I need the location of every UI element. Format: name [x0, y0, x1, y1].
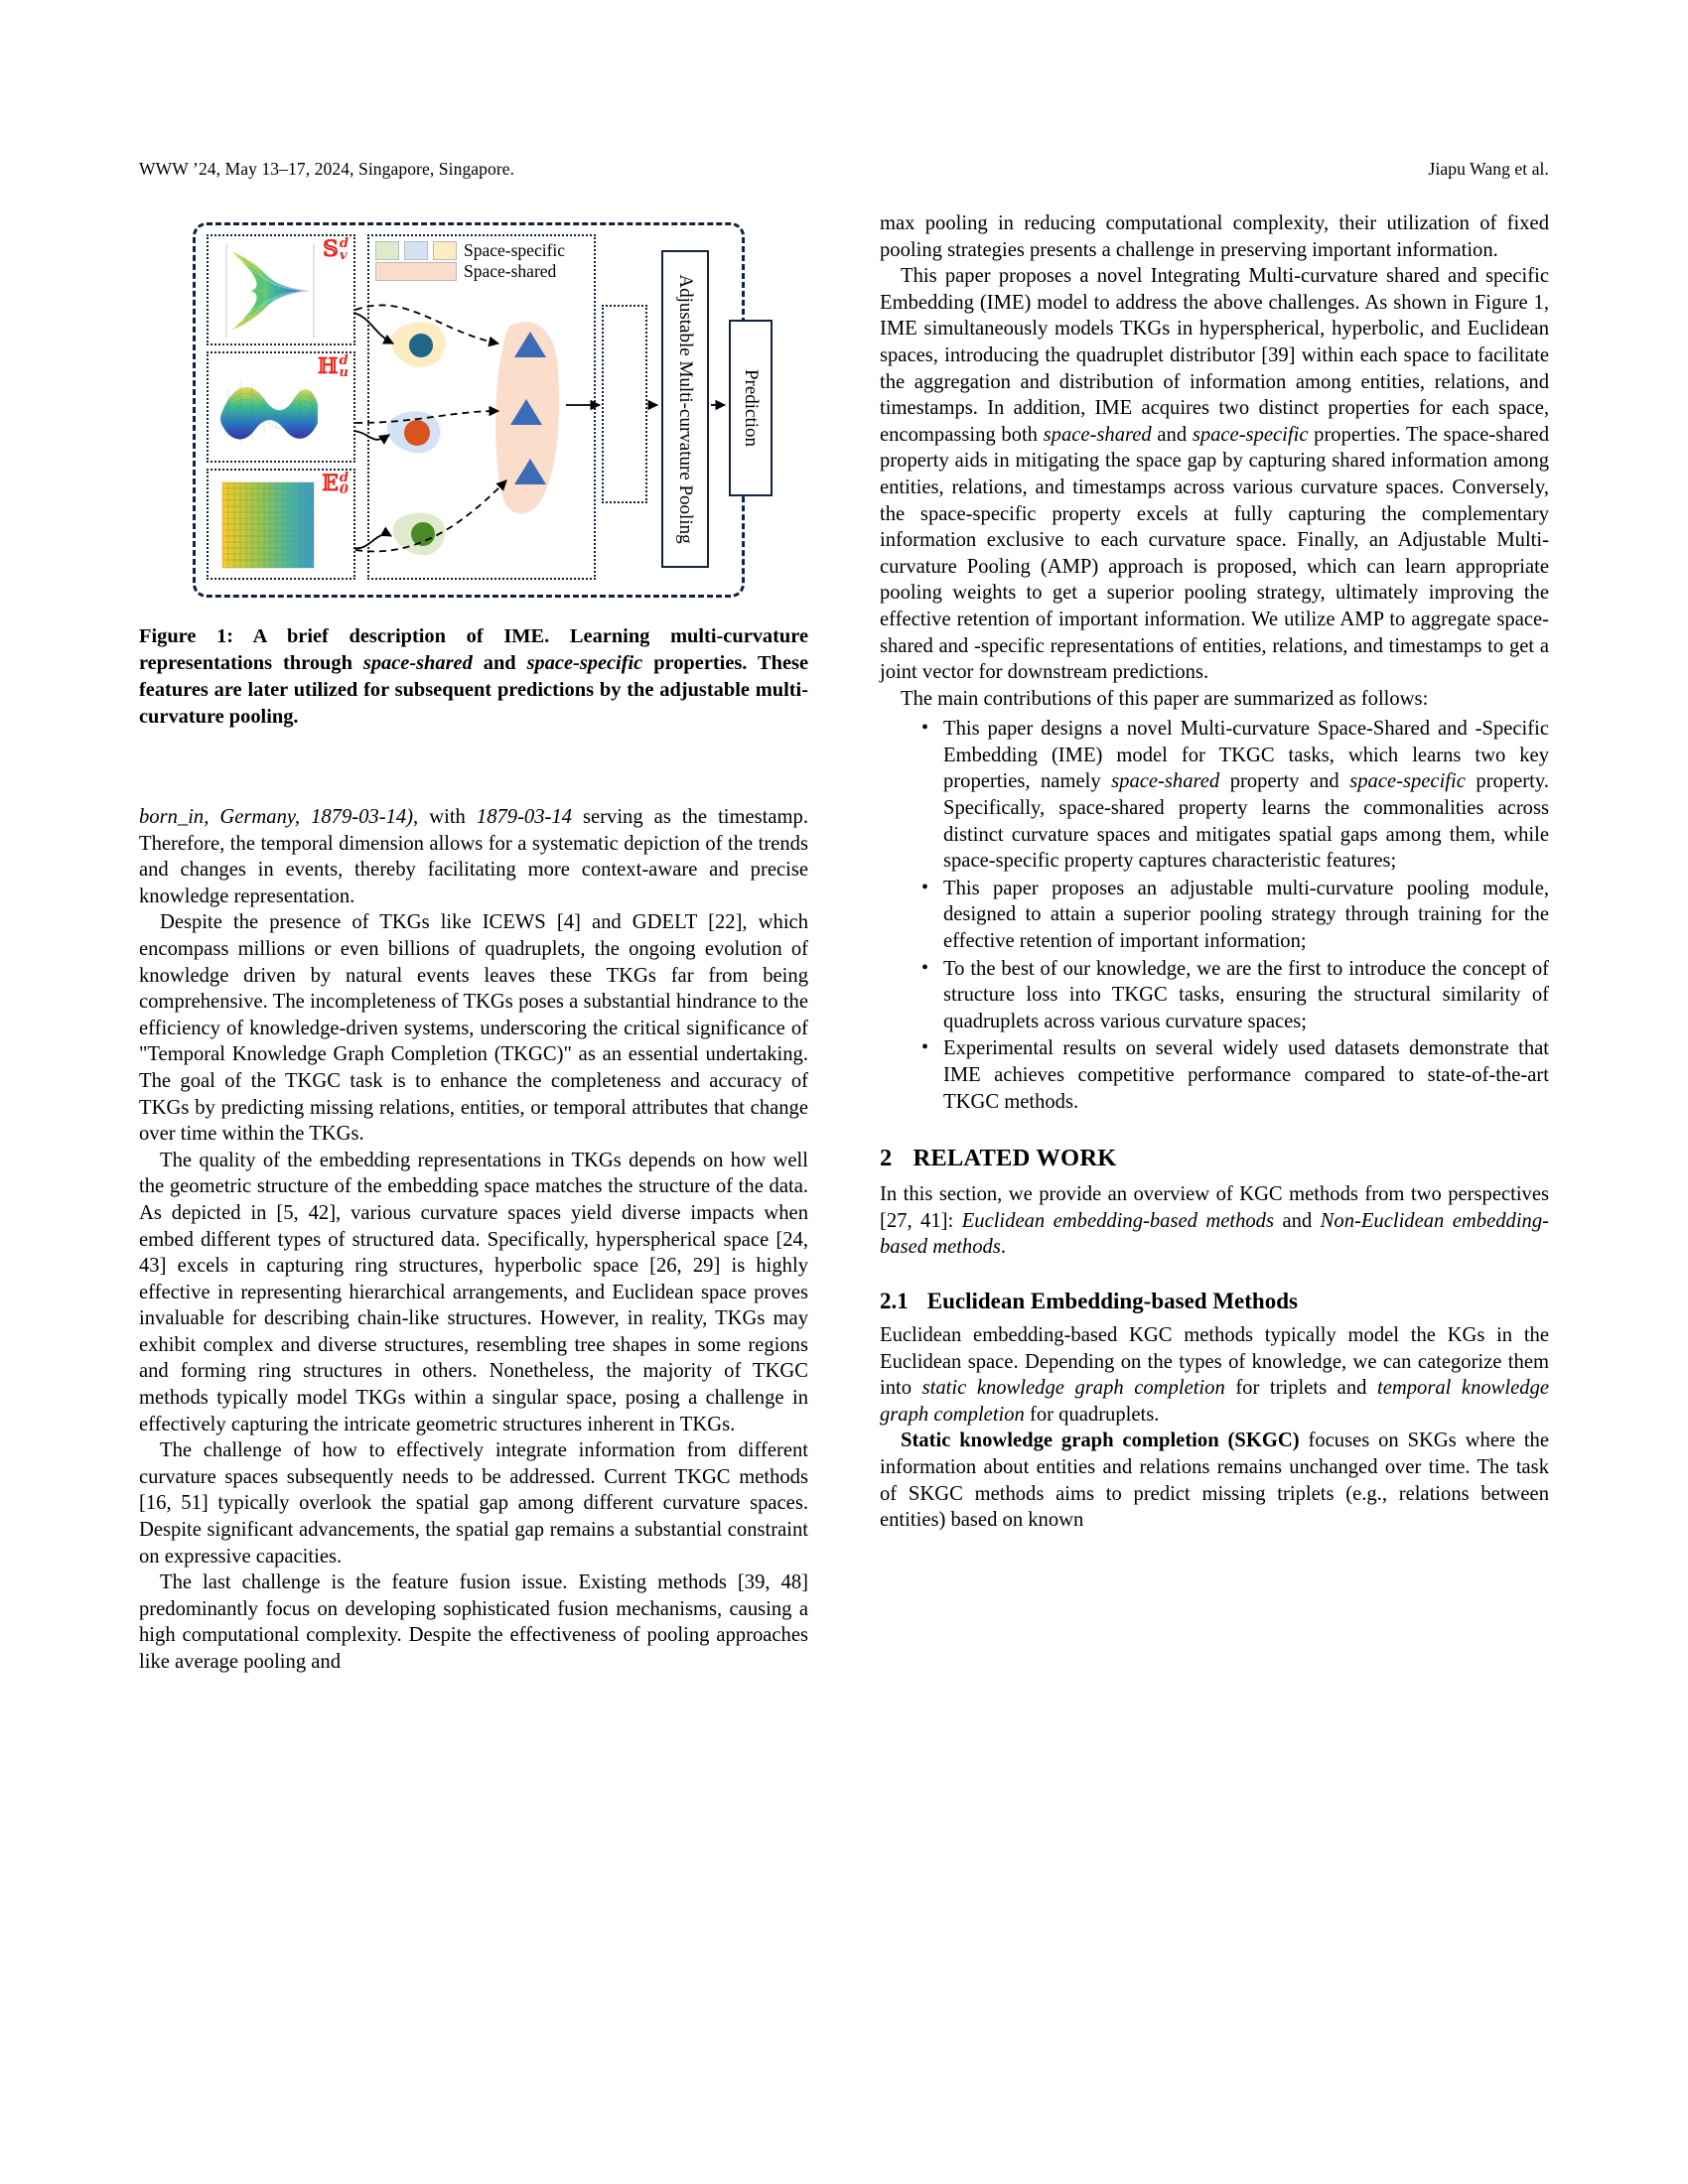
figure-caption-part-1: Figure 1: A brief description of IME. Learning multi-curvature representations through [139, 625, 808, 674]
prediction-box [729, 320, 773, 496]
bullet-2-text: This paper proposes an adjustable multi-curvature pooling module, designed to attain a superior pooling strategy through training for the effective retention of important information; [943, 877, 1549, 953]
prediction-label: Prediction [741, 368, 762, 448]
amp-module-box [661, 250, 709, 568]
running-header [139, 159, 1549, 180]
sec2-text-2: and [1274, 1209, 1321, 1232]
figure-1 [139, 210, 808, 731]
left-paragraph-1 [139, 804, 808, 909]
bullet-3-text: To the best of our knowledge, we are the first to introduce the concept of structure loss into TKGC tasks, ensuring the structural similarity of quadruplets across various curvature spaces; [943, 957, 1549, 1032]
hyperspherical-sub: v [339, 248, 348, 263]
skgc-text: focuses on SKGs where the information about entities and relations remains unchanged over time. The task of SKGC methods aims to predict missing triplets (e.g., relations between entities) based on known [880, 1430, 1549, 1532]
hyperbolic-sub: u [339, 365, 349, 380]
sub21a-text-1: Euclidean embedding-based KGC methods typically model the KGs in the Euclidean space. Depending on the types of knowledge, we can categorize them into [880, 1323, 1549, 1400]
running-header-left: WWW ’24, May 13–17, 2024, Singapore, Singapore. [139, 159, 515, 179]
left-p1-italic-2: 1879-03-14 [476, 806, 572, 828]
figure-caption-part-2: and [472, 652, 527, 674]
pooled-vector-box [602, 305, 647, 503]
left-p1-text-2: serving as the timestamp. Therefore, the temporal dimension allows for a systematic depiction of the trends and changes in events, thereby facilitating more context-aware and precise knowledge representation. [139, 806, 809, 907]
bullet-1-text-2: property and [1219, 770, 1350, 793]
figure-caption [139, 623, 808, 731]
figure-caption-italic-2: space-specific [526, 652, 643, 674]
subsection-heading-euclidean [880, 1289, 1549, 1314]
right-p2-italic-2: space-specific [1192, 423, 1309, 446]
figure-text-gap [139, 745, 808, 804]
circle-green-specific [411, 522, 435, 546]
amp-module-label: Adjustable Multi-curvature Pooling [675, 274, 696, 544]
sec2-italic-1: Euclidean embedding-based methods [961, 1209, 1274, 1232]
list-item [921, 956, 1549, 1035]
section-2-paragraph [880, 1181, 1549, 1261]
sec2-text-1: In this section, we provide an overview of KGC methods from two perspectives [27, 41]: [880, 1183, 1549, 1232]
bullet-1-italic-1: space-shared [1111, 770, 1220, 793]
bullet-1-text-1: This paper designs a novel Multi-curvature Space-Shared and -Specific Embedding (IME) model for TKGC tasks, which learns two key properties, namely [943, 718, 1549, 793]
figure-caption-italic-1: space-shared [362, 652, 473, 674]
bullet-1-italic-2: space-specific [1349, 770, 1466, 793]
hyperspherical-sup: d [339, 236, 349, 251]
section-heading-related-work [880, 1145, 1549, 1172]
right-p2-text-3: properties. The space-shared property aids in mitigating the space gap by capturing shared information among entities, relations, and timestamps across various curvature spaces. Conversely, the space-specific property excels at fully capturing the complementary information exclusive to each curvature space. Finally, an Adjustable Multi-curvature Pooling (AMP) approach is proposed, which can learn appropriate pooling weights to get a superior pooling strategy, ultimately improving the effective retention of important information. We utilize AMP to aggregate space-shared and -specific representations of entities, relations, and timestamps to get a joint vector for downstream predictions. [880, 423, 1549, 684]
list-item [921, 1035, 1549, 1115]
right-p2-text-1: This paper proposes a novel Integrating Multi-curvature shared and specific Embedding (IME) model to address the above challenges. As shown in Figure 1, IME simultaneously models TKGs in hyperspherical, hyperbolic, and Euclidean spaces, introducing the quadruplet distributor [39] within each space to facilitate the aggregation and distribution of information among entities, relations, and timestamps. In addition, IME acquires two distinct properties for each space, encompassing both [880, 265, 1549, 446]
euclidean-sub: 0 [339, 482, 349, 497]
right-paragraph-3: The main contributions of this paper are summarized as follows: [901, 687, 1429, 710]
list-item [921, 716, 1549, 875]
subsection-number: 2.1 [880, 1288, 909, 1313]
section-number: 2 [880, 1145, 893, 1172]
running-header-right: Jiapu Wang et al. [1428, 159, 1549, 179]
left-p1-italic-1: born_in, Germany, 1879-03-14) [139, 806, 414, 828]
subsection-21-paragraph-b [880, 1428, 1549, 1533]
euclidean-sup: d [339, 471, 349, 485]
left-column [139, 210, 808, 1676]
contributions-list [880, 716, 1549, 1115]
circle-orange-specific [404, 420, 430, 446]
right-p2-italic-1: space-shared [1043, 423, 1152, 446]
left-p1-text-1: , with [413, 806, 477, 828]
right-paragraph-1: max pooling in reducing computational complexity, their utilization of fixed pooling strategies presents a challenge in preserving important information. [880, 212, 1549, 261]
left-paragraph-3: The quality of the embedding representations in TKGs depends on how well the geometric structure of the embedding space matches the structure of the data. As depicted in [5, 42], various curvature spaces yield diverse impacts when embed different types of structured data. Specifically, hyperspherical space [24, 43] excels in capturing ring structures, hyperbolic space [26, 29] is highly effective in representing hierarchical arrangements, and Euclidean space proves invaluable for describing chain-like structures. However, in reality, TKGs may exhibit complex and diverse structures, resembling tree shapes in some regions and forming ring structures in others. Nonetheless, the majority of TKGC methods typically model TKGs within a singular space, posing a challenge in effectively capturing the intricate geometric structures inherent in TKGs. [139, 1149, 808, 1435]
figure-caption-part-3: properties. These features are later utilized for subsequent predictions by the adjustable multi-curvature pooling. [139, 652, 808, 728]
sub21a-text-2: for triplets and [1224, 1377, 1377, 1400]
bullet-1-text-3: property. Specifically, space-shared property learns the commonalities across distinct curvature spaces and mitigates spatial gaps among them, while space-specific property captures characteristic features; [943, 770, 1549, 873]
section-title: RELATED WORK [913, 1145, 1117, 1172]
figure-1-graphic [141, 210, 806, 608]
circle-teal-specific [409, 334, 433, 357]
right-column [880, 210, 1549, 1676]
right-paragraph-2 [880, 263, 1549, 686]
hyperbolic-symbol: ℍd u [317, 353, 349, 380]
left-paragraph-4: The challenge of how to effectively integrate information from different curvature spaces subsequently needs to be addressed. Current TKGC methods [16, 51] typically overlook the spatial gap among different curvature spaces. Despite significant advancements, the spatial gap remains a substantial constraint on expressive capacities. [139, 1439, 808, 1568]
sub21a-text-3: for quadruplets. [1024, 1403, 1160, 1426]
two-column-body [139, 210, 1549, 1676]
hyperspherical-symbol: 𝕊d v [323, 236, 349, 263]
subsection-title: Euclidean Embedding-based Methods [926, 1288, 1298, 1313]
sec2-italic-2: Non-Euclidean embedding-based methods [880, 1209, 1550, 1259]
sub21a-italic-2: temporal knowledge graph completion [880, 1377, 1550, 1426]
subsection-21-paragraph-a [880, 1322, 1549, 1428]
euclidean-symbol: 𝔼d 0 [322, 471, 349, 497]
sub21a-italic-1: static knowledge graph completion [921, 1377, 1225, 1400]
bullet-4-text: Experimental results on several widely used datasets demonstrate that IME achieves competitive performance compared to state-of-the-art TKGC methods. [943, 1037, 1549, 1113]
legend-label-space-specific: Space-specific [464, 240, 566, 260]
sec2-text-3: . [1000, 1236, 1006, 1259]
left-paragraph-2: Despite the presence of TKGs like ICEWS [4] and GDELT [22], which encompass millions or even billions of quadruplets, the ongoing evolution of knowledge driven by natural events leaves these TKGs far from being comprehensive. The incompleteness of TKGs poses a substantial hindrance to the efficiency of knowledge-driven systems, underscoring the critical significance of "Temporal Knowledge Graph Completion (TKGC)" as an essential undertaking. The goal of the TKGC task is to enhance the completeness and accuracy of TKGs by predicting missing relations, entities, or temporal attributes that change over time within the TKGs. [139, 911, 808, 1146]
right-p2-text-2: and [1151, 423, 1193, 446]
hyperbolic-sup: d [339, 353, 349, 368]
legend-label-space-shared: Space-shared [464, 261, 557, 281]
skgc-bold-lead: Static knowledge graph completion (SKGC) [901, 1430, 1300, 1452]
left-paragraph-5: The last challenge is the feature fusion issue. Existing methods [39, 48] predominantly focus on developing sophisticated fusion mechanisms, causing a high computational complexity. Despite the effectiveness of pooling approaches like average pooling and [139, 1571, 808, 1673]
list-item [921, 876, 1549, 955]
